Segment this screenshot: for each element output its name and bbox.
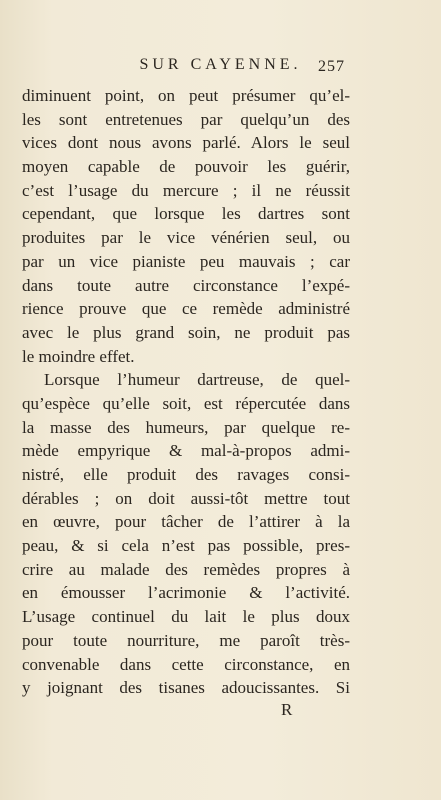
text-line: nistré, elle produit des ravages consi- <box>22 465 350 484</box>
paragraph-start-line: Lorsque l’humeur dartreuse, de quel- <box>44 370 350 390</box>
text-line: peau, & si cela n’est pas possible, pres- <box>22 536 350 556</box>
text-line: qu’espèce qu’elle soit, est répercutée dans <box>22 393 350 413</box>
text-line: mède empyrique & mal-à-propos admi- <box>22 441 350 461</box>
text-line: y joignant des tisanes adoucissantes. Si <box>22 678 350 698</box>
text-line: rience prouve que ce remède administré <box>22 299 350 319</box>
running-title: SUR CAYENNE. <box>139 56 302 73</box>
text-line: moyen capable de pouvoir les guérir, <box>22 157 350 177</box>
text-line: avec le plus grand soin, ne produit pas <box>22 322 350 342</box>
text-line: cependant, que lorsque les dartres sont <box>22 204 350 224</box>
text-line: convenable dans cette circonstance, en <box>22 654 350 674</box>
text-line: vices dont nous avons parlé. Alors le seul <box>22 133 350 153</box>
text-line: dans toute autre circonstance l’expé- <box>22 275 350 295</box>
signature-mark: R <box>281 700 293 719</box>
text-line: pour toute nourriture, me paroît très- <box>22 630 350 650</box>
body-text <box>22 84 350 700</box>
text-line: diminuent point, on peut présumer qu’el- <box>22 86 350 105</box>
page-number: 257 <box>318 58 345 75</box>
text-line: en émousser l’acrimonie & l’activité. <box>22 583 350 603</box>
text-line: la masse des humeurs, par quelque re- <box>22 417 350 437</box>
text-line: les sont entretenues par quelqu’un des <box>22 109 350 129</box>
text-line: en œuvre, pour tâcher de l’attirer à la <box>22 512 350 532</box>
text-line: par un vice pianiste peu mauvais ; car <box>22 251 350 271</box>
text-line: c’est l’usage du mercure ; il ne réussit <box>22 180 350 200</box>
text-line: L’usage continuel du lait le plus doux <box>22 607 350 627</box>
text-line: crire au malade des remèdes propres à <box>22 559 350 579</box>
page-header <box>0 56 441 84</box>
text-line: produites par le vice vénérien seul, ou <box>22 228 350 248</box>
paragraph-end-line: le moindre effet. <box>22 346 135 366</box>
text-line: dérables ; on doit aussi-tôt mettre tout <box>22 488 350 508</box>
